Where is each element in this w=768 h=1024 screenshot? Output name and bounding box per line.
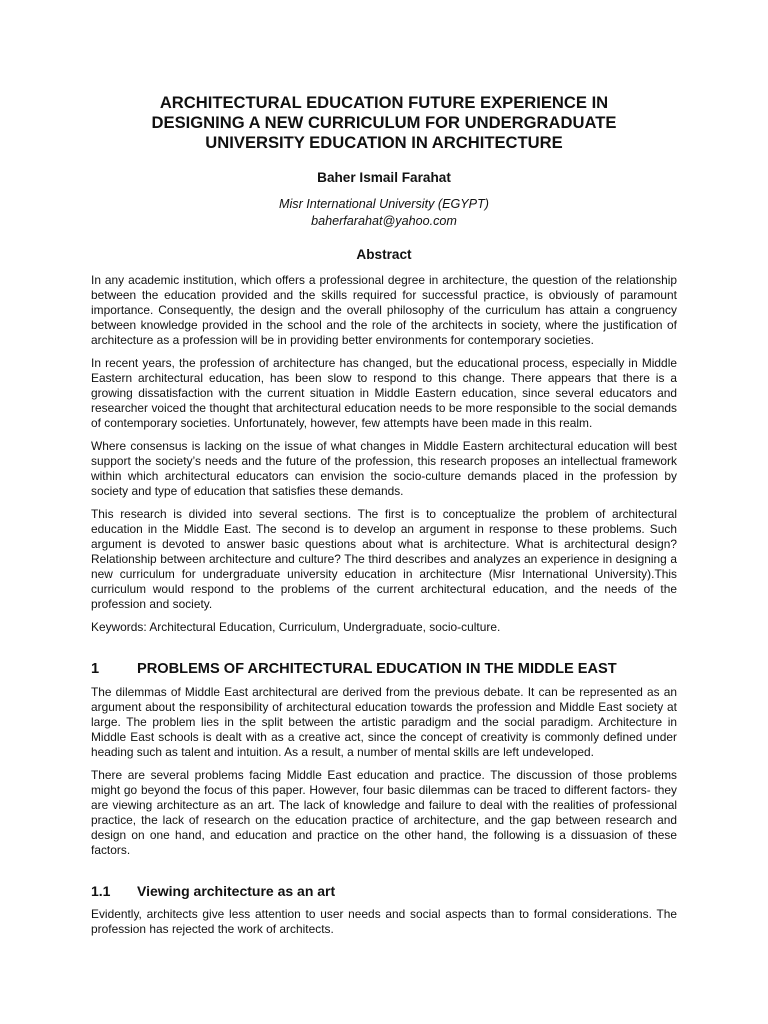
- title-line-1: ARCHITECTURAL EDUCATION FUTURE EXPERIENCE IN: [159, 93, 609, 112]
- section-1-paragraph-2: There are several problems facing Middle East education and practice. The discussion of those problems might go beyond the focus of this paper. However, four basic dilemmas can be traced to different factors- they are viewing architecture as an art. The lack of knowledge and failure to deal with the realities of professional practice, the lack of research on the education practice of architecture, and the gap between research and design on one hand, and education and practice on the other hand, the following is a dissuasion of these factors.: [91, 768, 677, 857]
- section-1-1-paragraph: Evidently, architects give less attention to user needs and social aspects than to formal considerations. The profession has rejected the work of architects.: [91, 907, 677, 936]
- section-1-paragraph-1: The dilemmas of Middle East architectural are derived from the previous debate. It can be represented as an argument about the responsibility of architectural education towards the profession and Middle East society at large. The problem lies in the split between the artistic paradigm and the social paradigm. Architecture in Middle East schools is dealt with as a creative act, since the concept of creativity is commonly defined under heading such as talent and intuition. As a result, a number of mental skills are left undeveloped.: [91, 685, 677, 759]
- title-line-3: UNIVERSITY EDUCATION IN ARCHITECTURE: [205, 133, 563, 152]
- paper-title: [91, 0, 677, 153]
- section-1-1-number: 1.1: [91, 883, 111, 899]
- abstract-paragraph-2: In recent years, the profession of architecture has changed, but the educational process, especially in Middle Eastern architectural education, has been slow to respond to this change. There appears that there is a growing dissatisfaction with the current situation in Middle Eastern education, since several educators and researcher voiced the thought that architectural education needs to be more responsible to the social demands of contemporary societies. Unfortunately, however, few attempts have been made in this realm.: [91, 356, 677, 430]
- author-email: baherfarahat@yahoo.com: [311, 214, 457, 228]
- abstract-paragraph-3: Where consensus is lacking on the issue of what changes in Middle Eastern architectural education will best support the society’s needs and the future of the profession, this research proposes an intellectual framework within which architectural educators can envision the socio-culture demands placed in the profession by society and type of education that satisfies these demands.: [91, 439, 677, 498]
- abstract-heading: Abstract: [356, 247, 412, 262]
- section-1-number: 1: [91, 661, 100, 677]
- abstract-paragraph-4: This research is divided into several sections. The first is to conceptualize the problem of architectural education in the Middle East. The second is to develop an argument in response to these problems. Such argument is devoted to answer basic questions about what is architecture. What is architectural design? Relationship between architecture and culture? The third describes and analyzes an experience in designing a new curriculum for undergraduate university education in architecture (Misr International University).This curriculum would respond to the problems of the current architectural education, and the needs of the profession and society.: [91, 507, 677, 611]
- section-1-heading: [91, 660, 677, 678]
- title-line-2: DESIGNING A NEW CURRICULUM FOR UNDERGRADUATE: [151, 113, 617, 132]
- abstract-paragraph-1: In any academic institution, which offers a professional degree in architecture, the question of the relationship between the education provided and the skills required for successful practice, is obviously of paramount importance. Consequently, the design and the overall philosophy of the curriculum has attain a congruency between knowledge provided in the school and the role of the architects in society, where the justification of architecture as a profession will be in providing better environments for contemporary societies.: [91, 273, 677, 347]
- keywords: Keywords: Architectural Education, Curriculum, Undergraduate, socio-culture.: [91, 620, 501, 634]
- section-1-1-title: Viewing architecture as an art: [137, 883, 336, 899]
- section-1-title: PROBLEMS OF ARCHITECTURAL EDUCATION IN THE MIDDLE EAST: [137, 661, 617, 677]
- author-affiliation: Misr International University (EGYPT): [279, 197, 489, 211]
- section-1-1-heading: [91, 882, 677, 900]
- author-name: Baher Ismail Farahat: [317, 170, 451, 185]
